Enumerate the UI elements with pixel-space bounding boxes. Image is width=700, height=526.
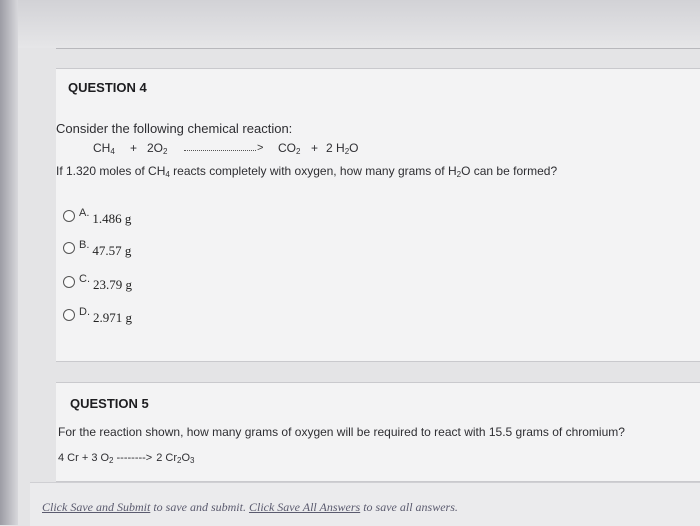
question-5-title: QUESTION 5 bbox=[70, 396, 149, 411]
submit-instructions-bar bbox=[30, 482, 700, 526]
question-4-prompt: Consider the following chemical reaction: bbox=[56, 121, 293, 136]
plus-sign: + bbox=[311, 141, 319, 155]
product-carbon-dioxide: $CO_2$ bbox=[278, 141, 301, 156]
reaction-arrowhead: > bbox=[257, 142, 264, 154]
option-value: 1.486 g bbox=[92, 211, 132, 226]
question-5-reaction: 4 Cr + 3 $O_2$ --------> 2 $Cr_2O_3$ bbox=[58, 452, 195, 465]
radio-button[interactable] bbox=[63, 309, 75, 321]
option-letter: D. bbox=[79, 306, 90, 318]
option-b[interactable] bbox=[63, 238, 131, 258]
option-letter: A. bbox=[79, 207, 90, 219]
save-all-answers-link[interactable]: Click Save All Answers bbox=[248, 500, 361, 514]
option-c[interactable] bbox=[63, 272, 132, 292]
option-letter: B. bbox=[79, 239, 90, 251]
divider bbox=[56, 48, 700, 49]
option-letter: C. bbox=[79, 273, 90, 285]
save-and-submit-link[interactable]: Click Save and Submit bbox=[42, 500, 151, 514]
option-d[interactable] bbox=[63, 305, 132, 325]
option-value: 23.79 g bbox=[93, 277, 132, 292]
previous-question-area bbox=[18, 0, 700, 48]
screen-edge-shadow bbox=[0, 0, 18, 525]
reactant-methane: $CH_4$ bbox=[93, 141, 115, 156]
option-value: 2.971 g bbox=[93, 310, 132, 325]
radio-button[interactable] bbox=[63, 276, 75, 288]
radio-button[interactable] bbox=[63, 210, 75, 222]
reaction-arrow-line bbox=[184, 150, 256, 151]
plus-sign: + bbox=[130, 141, 138, 155]
question-4-title: QUESTION 4 bbox=[68, 80, 147, 95]
option-value: 47.57 g bbox=[92, 243, 132, 258]
option-a[interactable] bbox=[63, 206, 131, 226]
radio-button[interactable] bbox=[63, 242, 75, 254]
question-4-text: If 1.320 moles of $CH_4$ reacts completely with oxygen, how many grams of $H_2O$ can be formed? bbox=[56, 164, 558, 179]
reactant-oxygen: $2O_2$ bbox=[147, 141, 168, 156]
product-water: 2 $H_2O$ bbox=[326, 141, 359, 156]
submit-instructions: Click Save and Submit to save and submit. Click Save All Answers to save all answers. bbox=[42, 500, 458, 514]
question-5-prompt: For the reaction shown, how many grams of oxygen will be required to react with 15.5 grams of chromium? bbox=[58, 425, 625, 439]
question-4-card bbox=[56, 68, 700, 362]
